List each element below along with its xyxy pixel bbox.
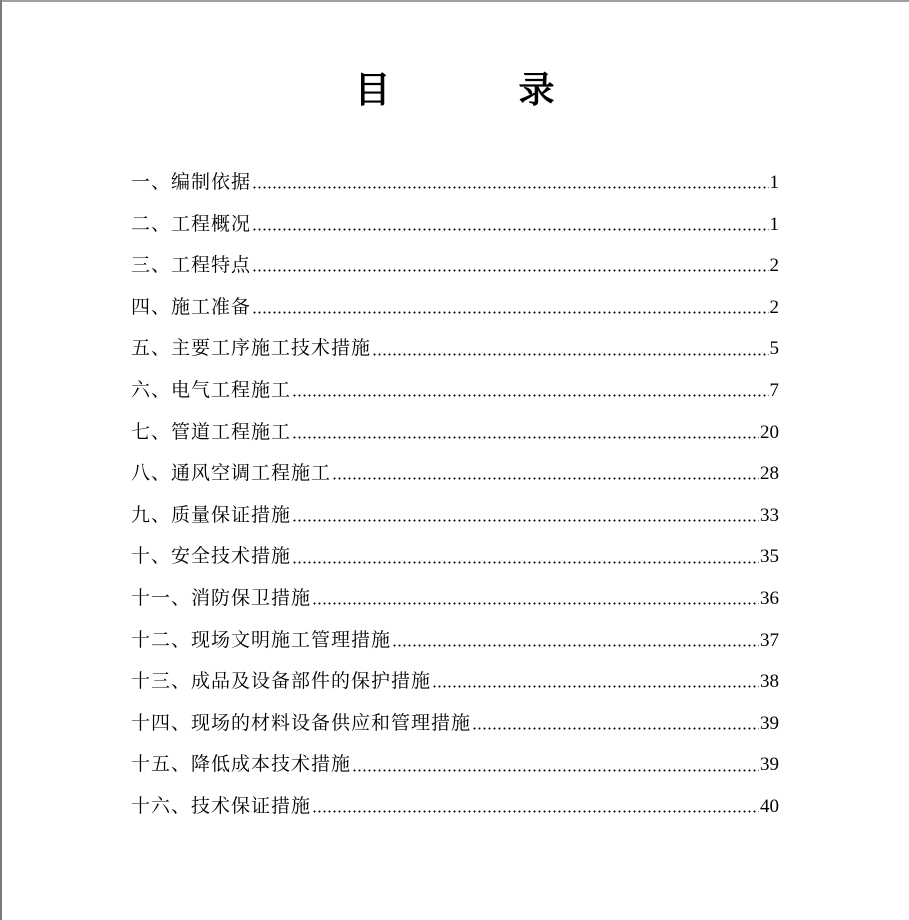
toc-dot-leader	[432, 685, 759, 688]
toc-entry[interactable]	[131, 578, 779, 620]
toc-dot-leader	[252, 311, 768, 314]
toc-dot-leader	[252, 269, 768, 272]
toc-entry[interactable]	[131, 412, 779, 454]
toc-entry-label: 十四、现场的材料设备供应和管理措施	[131, 711, 472, 734]
toc-page-number: 35	[760, 546, 779, 568]
toc-dot-leader	[292, 394, 768, 397]
toc-entry[interactable]	[131, 162, 779, 204]
toc-entry[interactable]	[131, 287, 779, 329]
toc-dot-leader	[292, 519, 759, 522]
toc-entry[interactable]	[131, 204, 779, 246]
toc-page-number: 38	[760, 671, 779, 693]
toc-dot-leader	[472, 727, 759, 730]
toc-page-number: 20	[760, 421, 779, 443]
toc-entry-label: 七、管道工程施工	[131, 420, 292, 443]
toc-entry-label: 十、安全技术措施	[131, 545, 292, 568]
toc-page-number: 37	[760, 629, 779, 651]
toc-entry-label: 二、工程概况	[131, 212, 252, 235]
toc-entry-label: 十五、降低成本技术措施	[131, 753, 352, 776]
toc-page-number: 40	[760, 795, 779, 817]
toc-page-number: 5	[769, 338, 779, 360]
toc-page-number: 39	[760, 712, 779, 734]
toc-entry-label: 八、通风空调工程施工	[131, 462, 332, 485]
toc-dot-leader	[312, 602, 759, 605]
toc-dot-leader	[292, 436, 759, 439]
toc-dot-leader	[392, 644, 759, 647]
toc-entry[interactable]	[131, 786, 779, 828]
toc-entry-label: 十三、成品及设备部件的保护措施	[131, 670, 432, 693]
toc-page-number: 1	[769, 172, 779, 193]
toc-entry-label: 四、施工准备	[131, 295, 252, 318]
toc-entry[interactable]	[131, 245, 779, 287]
toc-dot-leader	[252, 228, 768, 231]
toc-page-number: 33	[760, 504, 779, 526]
toc-entry-label: 九、质量保证措施	[131, 503, 292, 526]
toc-page-number: 2	[769, 296, 779, 318]
toc-dot-leader	[292, 561, 759, 564]
toc-entry-label: 三、工程特点	[131, 254, 252, 277]
toc-entry[interactable]	[131, 328, 779, 370]
toc-entry[interactable]	[131, 661, 779, 703]
toc-entry[interactable]	[131, 536, 779, 578]
toc-entry[interactable]	[131, 744, 779, 786]
toc-entry[interactable]	[131, 453, 779, 495]
toc-entry-label: 五、主要工序施工技术措施	[131, 337, 372, 360]
toc-dot-leader	[312, 810, 759, 813]
toc-entry-label: 十六、技术保证措施	[131, 794, 312, 817]
toc-dot-leader	[372, 353, 768, 356]
toc-dot-leader	[352, 769, 759, 772]
toc-entry-label: 十一、消防保卫措施	[131, 586, 312, 609]
table-of-contents	[131, 162, 779, 828]
toc-entry[interactable]	[131, 370, 779, 412]
toc-entry[interactable]	[131, 703, 779, 745]
page-title: 目 录	[354, 69, 601, 111]
toc-entry[interactable]	[131, 495, 779, 537]
toc-page-number: 1	[769, 213, 779, 235]
toc-entry-label: 十二、现场文明施工管理措施	[131, 628, 392, 651]
toc-dot-leader	[252, 186, 768, 189]
toc-page-number: 2	[769, 255, 779, 277]
toc-page-number: 39	[760, 754, 779, 776]
toc-entry[interactable]	[131, 620, 779, 662]
toc-page-number: 7	[769, 379, 779, 401]
toc-dot-leader	[332, 477, 759, 480]
toc-entry-label: 一、编制依据	[131, 171, 252, 193]
toc-page-number: 36	[760, 587, 779, 609]
toc-page-number: 28	[760, 463, 779, 485]
toc-entry-label: 六、电气工程施工	[131, 378, 292, 401]
